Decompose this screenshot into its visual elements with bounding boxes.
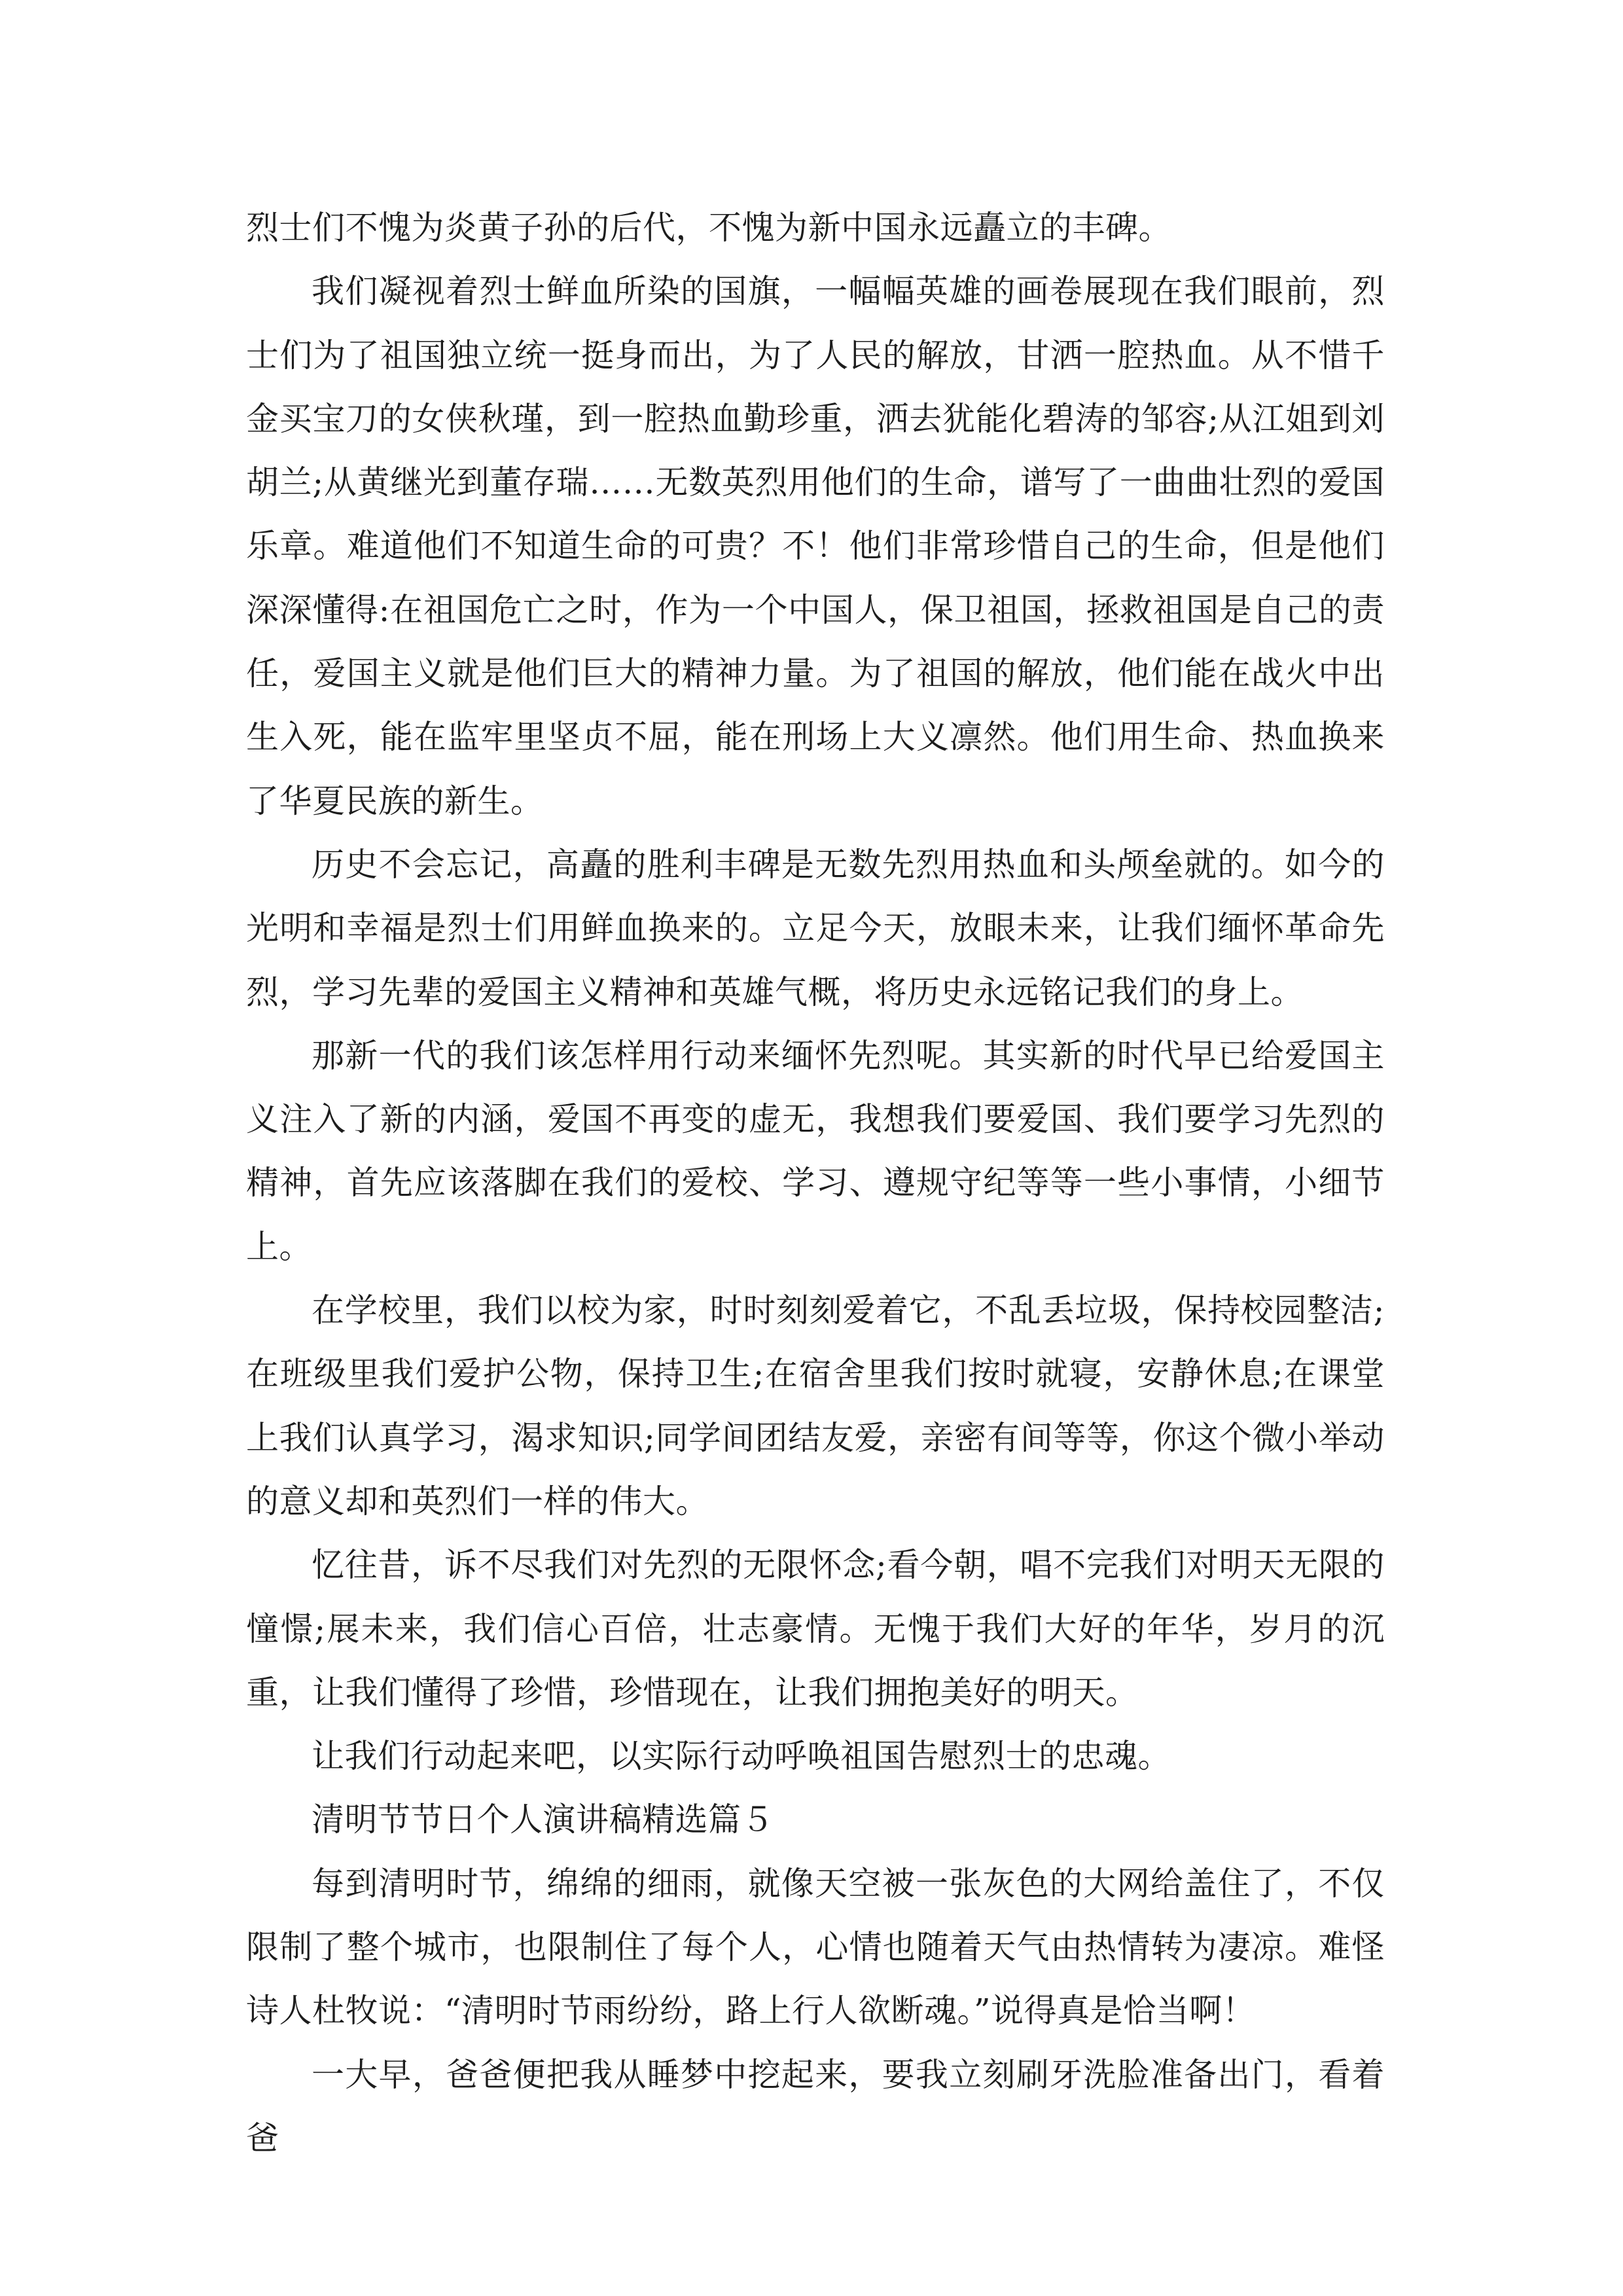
paragraph-4: 那新一代的我们该怎样用行动来缅怀先烈呢。其实新的时代早已给爱国主义注入了新的内涵，爱国不再变的虚无，我想我们要爱国、我们要学习先烈的精神，首先应该落脚在我们的爱校、学习、遵规守纪等等一些小事情，小细节上。 bbox=[246, 1036, 1385, 1266]
paragraph-9: 一大早，爸爸便把我从睡梦中挖起来，要我立刻刷牙洗脸准备出门，看着爸 bbox=[246, 2055, 1385, 2157]
paragraph-6: 忆往昔，诉不尽我们对先烈的无限怀念;看今朝，唱不完我们对明天无限的憧憬;展未来，我们信心百倍，壮志豪情。无愧于我们大好的年华，岁月的沉重，让我们懂得了珍惜，珍惜现在，让我们拥抱美好的明天。 bbox=[246, 1546, 1385, 1712]
paragraph-2: 我们凝视着烈士鲜血所染的国旗，一幅幅英雄的画卷展现在我们眼前，烈士们为了祖国独立统一挺身而出，为了人民的解放，甘洒一腔热血。从不惜千金买宝刀的女侠秋瑾，到一腔热血勤珍重，洒去犹能化碧涛的邹容;从江姐到刘胡兰;从黄继光到董存瑞……无数英烈用他们的生命，谱写了一曲曲壮烈的爱国乐章。难道他们不知道生命的可贵？不！他们非常珍惜自己的生命，但是他们深深懂得:在祖国危亡之时，作为一个中国人，保卫祖国，拯救祖国是自己的责任，爱国主义就是他们巨大的精神力量。为了祖国的解放，他们能在战火中出生入死，能在监牢里坚贞不屈，能在刑场上大义凛然。他们用生命、热血换来了华夏民族的新生。 bbox=[246, 272, 1385, 820]
paragraph-8: 每到清明时节，绵绵的细雨，就像天空被一张灰色的大网给盖住了，不仅限制了整个城市，也限制住了每个人，心情也随着天气由热情转为凄凉。难怪诗人杜牧说：“清明时节雨纷纷，路上行人欲断魂。”说得真是恰当啊！ bbox=[246, 1864, 1385, 2030]
section-heading: 清明节节日个人演讲稿精选篇５ bbox=[312, 1801, 774, 1839]
paragraph-3: 历史不会忘记，高矗的胜利丰碑是无数先烈用热血和头颅垒就的。如今的光明和幸福是烈士们用鲜血换来的。立足今天，放眼未来，让我们缅怀革命先烈，学习先辈的爱国主义精神和英雄气概，将历史永远铭记我们的身上。 bbox=[246, 845, 1385, 1011]
paragraph-5: 在学校里，我们以校为家，时时刻刻爱着它，不乱丢垃圾，保持校园整洁;在班级里我们爱护公物，保持卫生;在宿舍里我们按时就寝，安静休息;在课堂上我们认真学习，渴求知识;同学间团结友爱，亲密有间等等，你这个微小举动的意义却和英烈们一样的伟大。 bbox=[246, 1291, 1385, 1520]
document-body bbox=[246, 196, 1385, 2170]
paragraph-7: 让我们行动起来吧，以实际行动呼唤祖国告慰烈士的忠魂。 bbox=[312, 1737, 1171, 1776]
paragraph-1: 烈士们不愧为炎黄子孙的后代，不愧为新中国永远矗立的丰碑。 bbox=[246, 209, 1171, 247]
